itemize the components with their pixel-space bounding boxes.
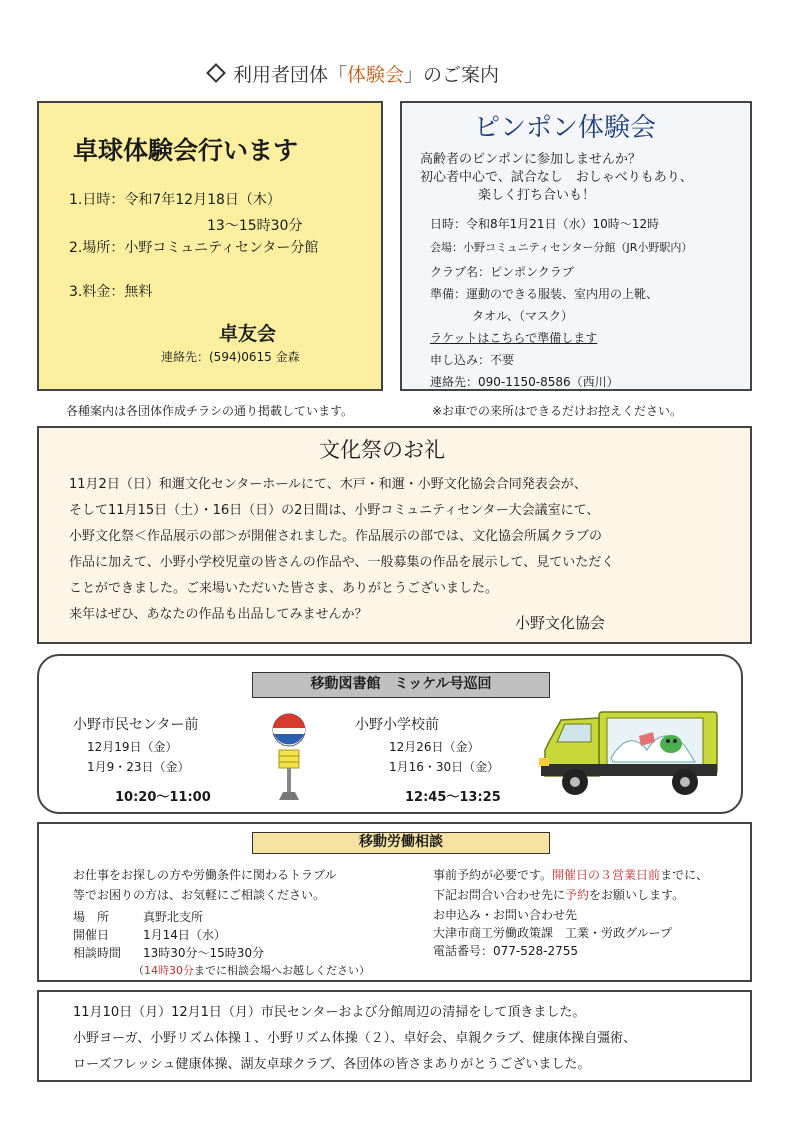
pingpong-prep-2: タオル、（マスク） (472, 309, 574, 323)
thanks-line-1: 11月10日（月）12月1日（月）市民センターおよび分館周辺の清掃をして頂きました。 (73, 1005, 586, 1020)
labor-place-value: 真野北支所 (143, 910, 204, 924)
table-tennis-contact: 連絡先：(594)0615 金森 (161, 350, 300, 364)
pingpong-date: 日時：令和8年1月21日（水）10時〜12時 (430, 217, 660, 231)
pingpong-place: 会場：小野コミュニティセンター分館（JR小野駅内） (430, 241, 693, 254)
labor-note-rest: までに相談会場へお越しください） (194, 964, 370, 977)
labor-place-label: 場 所 (73, 910, 110, 924)
header-title-a: 利用者団体「 (233, 64, 348, 86)
pingpong-intro-3: 楽しく打ち合いも！ (478, 188, 596, 203)
table-tennis-box (37, 101, 383, 391)
culture-signature: 小野文化協会 (515, 614, 606, 632)
labor-reserve-1a: 事前予約が必要です。 (433, 868, 553, 882)
pingpong-prep-1: 準備：運動のできる服装、室内用の上靴、 (430, 287, 659, 301)
note-right: ※お車での来所はできるだけお控えください。 (432, 404, 683, 418)
labor-note-deadline: 14時30分 (144, 964, 194, 977)
table-tennis-fee: 3.料金：無料 (69, 284, 153, 300)
library-stop-1-date-1: 12月19日（金） (87, 740, 178, 754)
labor-time-label: 相談時間 (73, 946, 122, 960)
pingpong-contact: 連絡先：090-1150-8586（西川） (430, 375, 619, 389)
pingpong-intro-2: 初心者中心で、試合なし おしゃべりもあり、 (420, 170, 693, 185)
labor-time-note (133, 962, 370, 978)
labor-contact-dept: 大津市商工労働政策課 工業・労政グループ (433, 926, 673, 940)
labor-date-label: 開催日 (73, 928, 110, 942)
mobile-library-box (37, 654, 743, 814)
labor-reserve-2-keyword: 予約 (565, 888, 590, 902)
pingpong-apply: 申し込み：不要 (430, 353, 515, 367)
pingpong-intro-1: 高齢者のピンポンに参加しませんか？ (420, 152, 642, 167)
culture-body (69, 472, 614, 628)
library-stop-1-time: 10:20〜11:00 (115, 790, 211, 805)
culture-line-6: 来年はぜひ、あなたの作品も出品してみませんか？ (69, 607, 368, 622)
culture-title: 文化祭のお礼 (319, 438, 445, 462)
pingpong-title: ピンポン体験会 (474, 113, 657, 143)
library-stop-2-time: 12:45〜13:25 (405, 790, 501, 805)
library-truck-icon (535, 706, 725, 804)
labor-banner: 移動労働相談 (252, 832, 550, 854)
library-stop-1-date-2: 1月9・23日（金） (87, 760, 190, 774)
pingpong-box (400, 101, 752, 391)
labor-reserve-1-deadline: 開催日の３営業日前 (552, 868, 661, 882)
table-tennis-date: 1.日時：令和7年12月18日（木） (69, 192, 281, 208)
library-stop-1-name: 小野市民センター前 (73, 717, 199, 733)
table-tennis-place: 2.場所：小野コミュニティセンター分館 (69, 240, 319, 256)
header-title-c: 」のご案内 (404, 64, 500, 86)
culture-line-5: ことができました。ご来場いただいた皆さま、ありがとうございました。 (69, 581, 499, 596)
labor-reserve-2a: 下記お問合い合わせ先に (433, 888, 566, 902)
culture-line-2: そして11月15日（土）・16日（日）の2日間は、小野コミュニティセンター大会議室にて、 (69, 503, 600, 518)
thanks-line-2: 小野ヨーガ、小野リズム体操１、小野リズム体操（２）、卓好会、卓親クラブ、健康体操自彊術、 (73, 1031, 637, 1046)
thanks-body (73, 1000, 636, 1078)
table-tennis-club: 卓友会 (219, 323, 277, 345)
labor-reserve-1b: までに、 (660, 868, 709, 882)
labor-reserve-2 (433, 886, 684, 903)
culture-line-3: 小野文化祭＜作品展示の部＞が開催されました。作品展示の部では、文化協会所属クラブの (69, 529, 603, 544)
culture-festival-box (37, 426, 752, 644)
culture-line-4: 作品に加えて、小野小学校児童の皆さんの作品や、一般募集の作品を展示して、見ていただく (69, 555, 615, 570)
thanks-line-3: ローズフレッシュ健康体操、湖友卓球クラブ、各団体の皆さまありがとうございました。 (73, 1057, 591, 1072)
labor-time-value: 13時30分〜15時30分 (143, 946, 265, 960)
library-stop-2-date-2: 1月16・30日（金） (389, 760, 500, 774)
labor-note-open: （ (133, 964, 144, 977)
labor-contact-heading: お申込み・お問い合わせ先 (433, 908, 578, 922)
culture-line-1: 11月2日（日）和邇文化センターホールにて、木戸・和邇・小野文化協会合同発表会が、 (69, 477, 587, 492)
library-stop-2-name: 小野小学校前 (355, 717, 439, 733)
library-stop-2-date-1: 12月26日（金） (389, 740, 480, 754)
table-tennis-title: 卓球体験会行います (73, 136, 299, 165)
labor-date-value: 1月14日（水） (143, 928, 226, 942)
labor-reserve-1 (433, 866, 708, 883)
labor-contact-phone: 電話番号：077-528-2755 (433, 944, 579, 958)
labor-reserve-2b: をお願いします。 (589, 888, 685, 902)
pingpong-racket: ラケットはこちらで準備します (430, 331, 598, 345)
labor-consultation-box (37, 822, 752, 982)
library-banner: 移動図書館 ミッケル号巡回 (252, 672, 550, 698)
table-tennis-time: 13〜15時30分 (207, 218, 303, 234)
page-header (205, 60, 625, 92)
note-left: 各種案内は各団体作成チラシの通り掲載しています。 (66, 404, 354, 418)
pingpong-intro (420, 151, 693, 205)
labor-intro-2: 等でお困りの方は、お気軽にご相談ください。 (73, 888, 326, 902)
bus-stop-icon (267, 712, 311, 804)
labor-intro-1: お仕事をお探しの方や労働条件に関わるトラブル (73, 868, 337, 882)
thanks-box (37, 990, 752, 1082)
header-title-highlight: 体験会 (347, 64, 405, 86)
diamond-icon (206, 63, 226, 83)
pingpong-club: クラブ名：ピンポンクラブ (430, 265, 574, 279)
